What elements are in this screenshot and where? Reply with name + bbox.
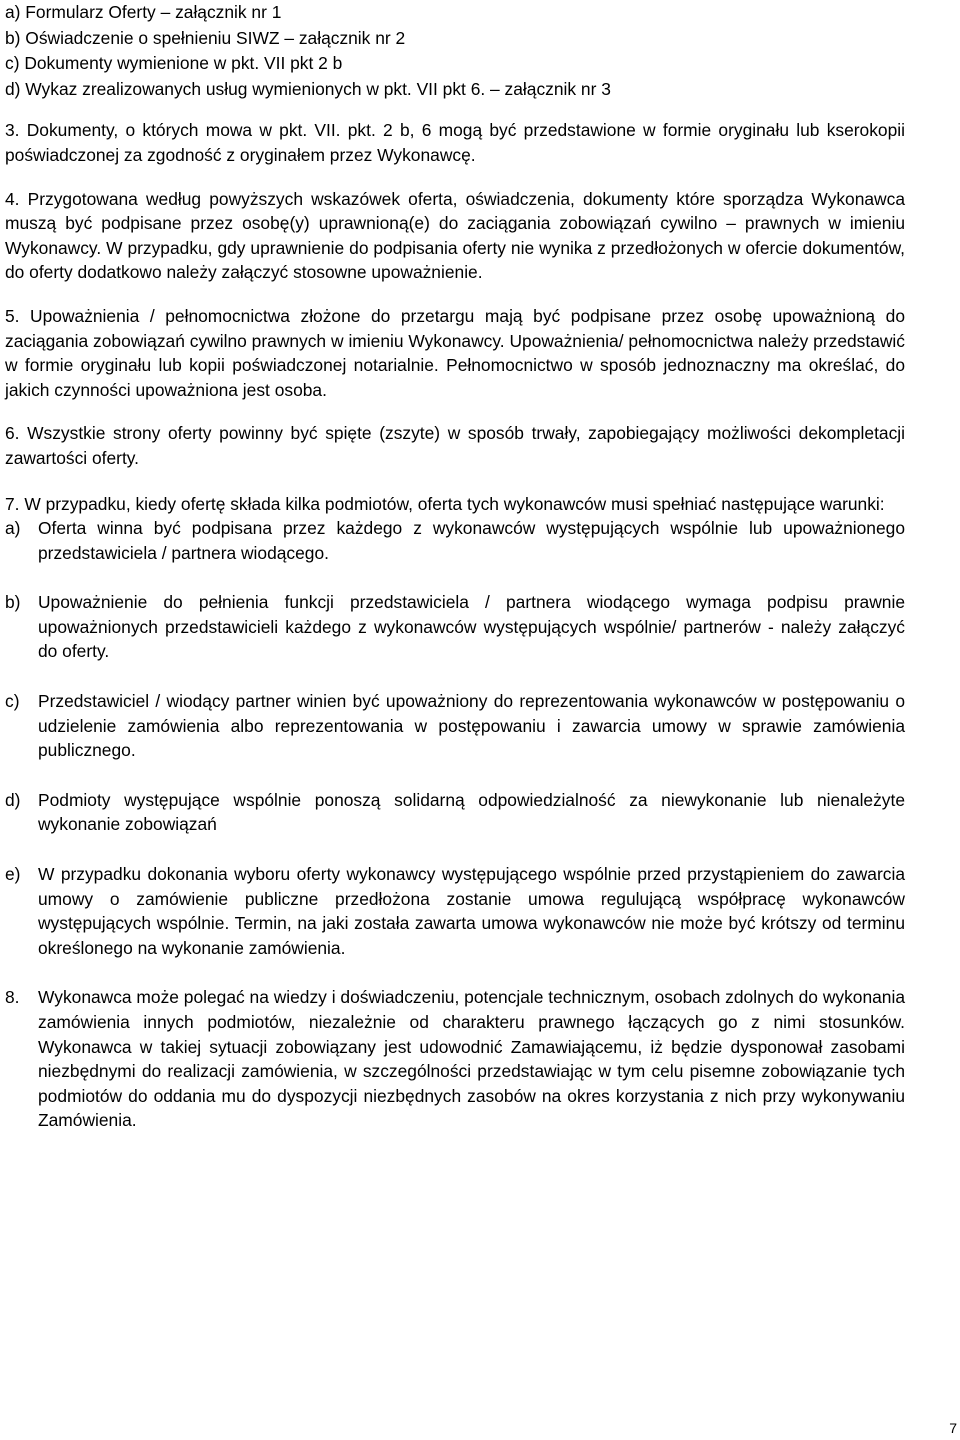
condition-item-c [5, 689, 905, 763]
paragraph-8 [5, 985, 905, 1133]
list-item-c: c) Dokumenty wymienione w pkt. VII pkt 2 b [5, 53, 343, 74]
condition-label: a) [5, 518, 21, 539]
paragraph-7: 7. W przypadku, kiedy ofertę składa kilka podmiotów, oferta tych wykonawców musi spełniać następujące warunki: [5, 493, 885, 514]
condition-item-a [5, 516, 905, 565]
paragraph-4: 4. Przygotowana według powyższych wskazówek oferta, oświadczenia, dokumenty które sporządza Wykonawca muszą być podpisane przez osobę(y) uprawnioną(e) do zaciągania zobowiązań cywilno – prawnych w imieniu Wykonawcy. W przypadku, gdy uprawnienie do podpisania oferty nie wynika z przedłożonych w ofercie dokumentów, do oferty dodatkowo należy załączyć stosowne upoważnienie. [5, 188, 905, 283]
document-page [5, 0, 905, 1133]
list-item-a: a) Formularz Oferty – załącznik nr 1 [5, 2, 282, 22]
paragraph-8-label: 8. [5, 987, 20, 1008]
paragraph-5: 5. Upoważnienia / pełnomocnictwa złożone do przetargu mają być podpisane przez osobę upoważnioną do zaciągania zobowiązań cywilno prawnych w imieniu Wykonawcy. Upoważnienia/ pełnomocnictwa należy przedstawić w formie oryginału lub kopii poświadczonej notarialnie. Pełnomocnictwo w sposób jednoznaczny ma określać, do jakich czynności upoważniona jest osoba. [5, 305, 905, 400]
condition-label: e) [5, 864, 21, 885]
paragraph-8-text: Wykonawca może polegać na wiedzy i doświadczeniu, potencjale technicznym, osobach zdolnych do wykonania zamówienia innych podmiotów, niezależnie od charakteru prawnego łączących go z nimi stosunków. Wykonawca w takiej sytuacji zobowiązany jest udowodnić Zamawiającemu, iż będzie dysponował zasobami niezbędnymi do realizacji zamówienia, w szczególności przedstawiając w tym celu pisemne zobowiązanie tych podmiotów do oddania mu do dyspozycji niezbędnych zasobów na okres korzystania z nich przy wykonywaniu Zamówienia. [38, 987, 905, 1131]
page-number: 7 [949, 1420, 957, 1436]
condition-text: W przypadku dokonania wyboru oferty wykonawcy występującego wspólnie przed przystąpieniem do zawarcia umowy o zamówienie publiczne przedłożona zostanie umowa regulującą współpracę wykonawców występujących wspólnie. Termin, na jaki została zawarta umowa wykonawców nie może być krótszy od terminu określonego na wykonanie zamówienia. [38, 864, 905, 958]
condition-item-e [5, 862, 905, 960]
condition-text: Oferta winna być podpisana przez każdego z wykonawców występujących wspólnie lub upoważnionego przedstawiciela / partnera wiodącego. [38, 518, 905, 563]
paragraph-3: 3. Dokumenty, o których mowa w pkt. VII. pkt. 2 b, 6 mogą być przedstawione w formie oryginału lub kserokopii poświadczonej za zgodność z oryginałem przez Wykonawcę. [5, 120, 905, 165]
condition-label: b) [5, 592, 21, 613]
list-item-b: b) Oświadczenie o spełnieniu SIWZ – załącznik nr 2 [5, 27, 406, 48]
attachments-list [5, 0, 905, 101]
condition-item-b [5, 590, 905, 664]
paragraph-6: 6. Wszystkie strony oferty powinny być spięte (zszyte) w sposób trwały, zapobiegający możliwości dekompletacji zawartości oferty. [5, 423, 905, 468]
condition-label: c) [5, 691, 20, 712]
condition-label: d) [5, 789, 21, 810]
condition-text: Podmioty występujące wspólnie ponoszą solidarną odpowiedzialność za niewykonanie lub nienależyte wykonanie zobowiązań [38, 789, 905, 835]
condition-item-d [5, 788, 905, 837]
condition-text: Przedstawiciel / wiodący partner winien być upoważniony do reprezentowania wykonawców w postępowaniu o udzielenie zamówienia albo reprezentowania w postępowaniu i zawarcia umowy w sprawie zamówienia publicznego. [38, 691, 905, 761]
list-item-d: d) Wykaz zrealizowanych usług wymienionych w pkt. VII pkt 6. – załącznik nr 3 [5, 78, 611, 99]
condition-text: Upoważnienie do pełnienia funkcji przedstawiciela / partnera wiodącego wymaga podpisu prawnie upoważnionych przedstawicieli każdego z wykonawców występujących wspólnie/ partnerów - należy załączyć do oferty. [38, 592, 905, 662]
